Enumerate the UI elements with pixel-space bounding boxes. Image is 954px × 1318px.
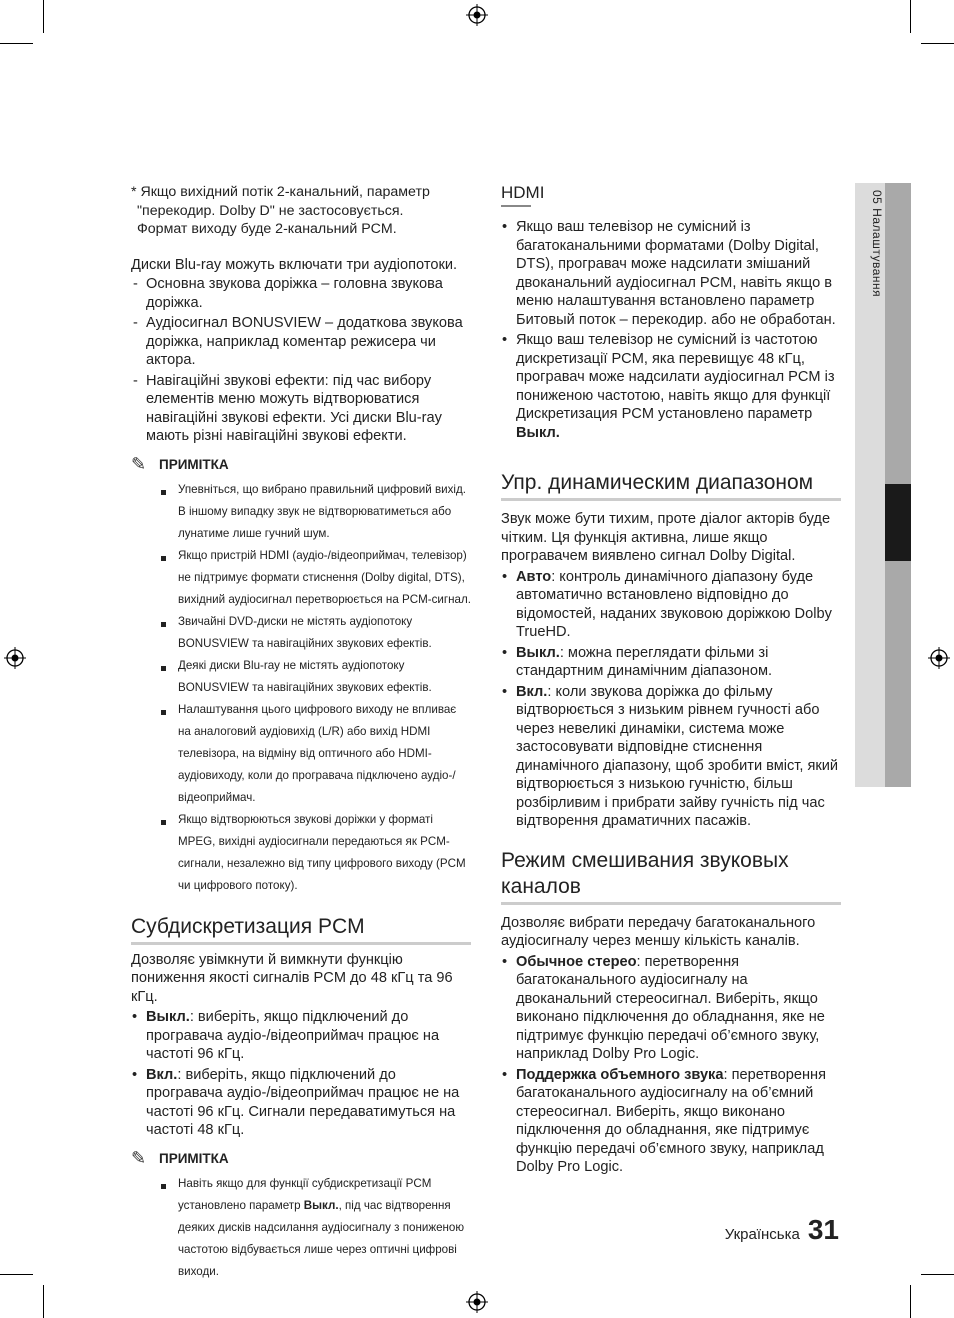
option-item (501, 1066, 841, 1177)
list-item (501, 331, 841, 442)
crop-mark (921, 43, 954, 44)
note-item: Налаштування цього цифрового виходу не впливає на аналоговий аудіовихід (L/R) або вихід HDMI телевізора, на відміну від оптичного або HDMI-аудіовиходу, коли до програвача підключено аудіо-/відеоприймач. (161, 699, 471, 809)
option-text: : виберіть, якщо підключений до програвача аудіо-/відеоприймач працює на частоті 96 кГц. (146, 1009, 440, 1062)
left-column (131, 183, 471, 1283)
crop-mark (43, 1285, 44, 1318)
note-list (161, 479, 471, 897)
crop-mark (0, 43, 33, 44)
star-note-line: "перекодир. Dolby D" не застосовується. (137, 202, 404, 219)
option-text: : перетворення багатоканального аудіосигналу на об’ємний стереосигнал. Виберіть, якщо виконано підключення до обладнання, яке підтримує функцію передачі об’ємного звуку, наприклад Dolby Pro Logic. (516, 1066, 827, 1175)
note-item: Деякі диски Blu-ray не містять аудіопотоку BONUSVIEW та навігаційних звукових ефектів. (161, 655, 471, 699)
option-term: Выкл. (516, 644, 560, 661)
chapter-label: 05 Налаштування (870, 190, 884, 298)
pencil-icon: ✎ (131, 453, 147, 474)
star-note-line: Формат виходу буде 2-канальний PCM. (137, 221, 397, 237)
crop-mark (910, 0, 911, 33)
list-term: Выкл. (516, 424, 560, 441)
right-column (501, 183, 841, 1177)
option-item (131, 1008, 471, 1064)
crop-mark (921, 1274, 954, 1275)
note-term: Выкл. (303, 1198, 339, 1212)
section-heading-mix: Режим смешивания звуковых каналов (501, 848, 841, 905)
registration-mark-icon (4, 647, 26, 669)
note-heading (131, 454, 471, 475)
crop-mark (910, 1285, 911, 1318)
mix-intro: Дозволяє вибрати передачу багатоканального аудіосигналу через меншу кількість каналів. (501, 914, 816, 949)
registration-mark-icon (466, 1291, 488, 1313)
pencil-icon: ✎ (131, 1147, 147, 1168)
note-item: Упевніться, що вибрано правильний цифровий вихід. В іншому випадку звук не відтворюватиметься або лунатиме лише гучний шум. (161, 479, 471, 545)
note-title: ПРИМІТКА (159, 1150, 229, 1166)
list-text: Якщо ваш телевізор не сумісний із частотою дискретизації PCM, яка перевищує 48 кГц, програвач може надсилати аудіосигнал PCM із пониженою частотою, навіть якщо для функції Дискретизация PCM установлено параметр (516, 332, 835, 422)
option-term: Вкл. (516, 683, 548, 700)
note-list (161, 1173, 471, 1283)
star-note (131, 183, 471, 239)
section-heading-pcm: Субдискретизация PCM (131, 914, 471, 945)
intro-text: Диски Blu-ray можуть включати три аудіопотоки. (131, 256, 458, 273)
note-item (161, 1173, 471, 1283)
drc-options-list (501, 568, 841, 831)
option-item (501, 644, 841, 681)
page-number: 31 (807, 1214, 839, 1245)
pcm-intro: Дозволяє увімкнути й вимкнути функцію пониження якості сигналів PCM до 48 кГц та 96 кГц. (131, 951, 453, 1005)
note-title: ПРИМІТКА (159, 456, 229, 472)
option-text: : перетворення багатоканального аудіосигналу на двоканальний стереосигнал. Виберіть, якщо виконано підключення до обладнання, яке не підтримує функцію передачі об’ємного звуку, наприклад Dolby Pro Logic. (516, 953, 825, 1062)
option-term: Обычное стерео (516, 953, 637, 970)
option-term: Вкл. (146, 1066, 178, 1083)
pcm-options-list (131, 1008, 471, 1140)
option-item (501, 683, 841, 831)
registration-mark-icon (928, 647, 950, 669)
page-footer (725, 1214, 839, 1246)
registration-mark-icon (466, 4, 488, 26)
list-item: • Якщо ваш телевізор не сумісний із багатоканальними форматами (Dolby Digital, DTS), програвач може надсилати змішаний двоканальний аудіосигнал PCM, навіть якщо в меню налаштування встановлено параметр Битовый поток – перекодир. або не обработан. (501, 218, 841, 329)
star-note-line: * Якщо вихідний потік 2-канальний, параметр (131, 184, 430, 200)
option-item (501, 568, 841, 642)
chapter-marker (885, 484, 911, 561)
list-item: - Основна звукова доріжка – головна звукова доріжка. (131, 275, 471, 312)
drc-intro: Звук може бути тихим, проте діалог акторів буде чітким. Ця функція активна, лише якщо програвачем виявлено сигнал Dolby Digital. (501, 511, 831, 564)
option-text: : виберіть, якщо підключений до програвача аудіо-/відеоприймач працює не на частоті 96 кГц. Сигнали передаватимуться на частоті 48 кГц. (146, 1066, 460, 1138)
option-term: Авто (516, 568, 552, 585)
section-heading-hdmi: HDMI (501, 183, 531, 207)
option-text: : коли звукова доріжка до фільму відтворюється з низьким рівнем гучності або через невеликі динаміки, система може застосовувати відповідне стиснення динамічного діапазону, щоб зробити вміст, який відтворюється з низькою гучністю, більш розбірливим і прибрати зайву гучність під час відтворення драматичних пасажів. (516, 683, 839, 829)
section-heading-drc: Упр. динамическим диапазоном (501, 470, 841, 501)
option-term: Выкл. (146, 1009, 190, 1025)
crop-mark (0, 1274, 33, 1275)
note-text: , під час відтворення деяких дисків надсилання аудіосигналу з пониженою частотою відбувається лише через оптичні цифрові виходи. (178, 1198, 465, 1278)
note-item: Звичайні DVD-диски не містять аудіопотоку BONUSVIEW та навігаційних звукових ефектів. (161, 611, 471, 655)
option-item (501, 953, 841, 1064)
note-heading (131, 1148, 471, 1169)
list-item: - Навігаційні звукові ефекти: під час вибору елементів меню можуть відтворюватися навігаційні звукові ефекти. Усі диски Blu-ray мають різні навігаційні звукові ефекти. (131, 372, 471, 446)
option-text: : можна переглядати фільми зі стандартним динамічним діапазоном. (516, 644, 773, 679)
option-item (131, 1066, 471, 1140)
list-item: - Аудіосигнал BONUSVIEW – додаткова звукова доріжка, наприклад коментар режисера чи актора. (131, 314, 471, 370)
audio-streams-list (131, 275, 471, 446)
option-text: : контроль динамічного діапазону буде автоматично встановлено відповідно до відомостей, наданих звуковою доріжкою Dolby TrueHD. (516, 568, 832, 640)
hdmi-list (501, 218, 841, 442)
option-term: Поддержка объемного звука (516, 1066, 724, 1083)
note-item: Якщо пристрій HDMI (аудіо-/відеоприймач, телевізор) не підтримує формати стиснення (Dolby digital, DTS), вихідний аудіосигнал перетворюється на PCM-сигнал. (161, 545, 471, 611)
crop-mark (43, 0, 44, 33)
note-item: Якщо відтворюються звукові доріжки у форматі MPEG, вихідні аудіосигнали передаються як PCM-сигнали, незалежно від типу цифрового виходу (PCM чи цифрового потоку). (161, 809, 471, 897)
note-text: Навіть якщо для функції субдискретизації PCM установлено параметр (178, 1176, 432, 1212)
language-label: Українська (724, 1226, 800, 1243)
mix-options-list (501, 953, 841, 1177)
